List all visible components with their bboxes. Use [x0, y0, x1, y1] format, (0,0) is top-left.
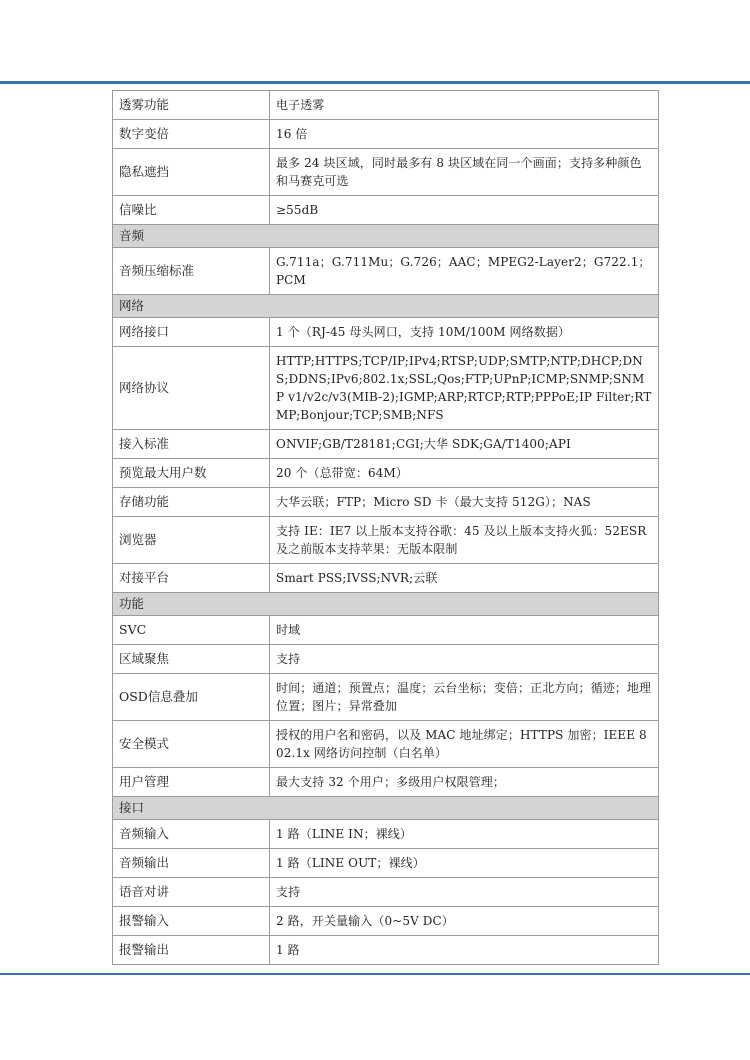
spec-value: 16 倍: [270, 120, 659, 149]
section-header-row: [113, 295, 659, 318]
spec-key: 网络协议: [113, 347, 270, 430]
table-row: [113, 430, 659, 459]
section-header-row: [113, 593, 659, 616]
spec-key: 透雾功能: [113, 91, 270, 120]
spec-value: 支持: [270, 878, 659, 907]
spec-value: 1 路: [270, 936, 659, 965]
spec-value: 2 路，开关量输入（0~5V DC）: [270, 907, 659, 936]
spec-value: 1 个（RJ-45 母头网口，支持 10M/100M 网络数据）: [270, 318, 659, 347]
table-row: [113, 768, 659, 797]
table-row: [113, 564, 659, 593]
spec-key: 网络接口: [113, 318, 270, 347]
spec-value: 支持: [270, 645, 659, 674]
spec-value: 时域: [270, 616, 659, 645]
spec-value: G.711a；G.711Mu；G.726；AAC；MPEG2-Layer2；G722.1；PCM: [270, 248, 659, 295]
spec-key: 用户管理: [113, 768, 270, 797]
spec-value: 最多 24 块区域，同时最多有 8 块区域在同一个画面；支持多种颜色和马赛克可选: [270, 149, 659, 196]
spec-key: 报警输出: [113, 936, 270, 965]
table-row: [113, 849, 659, 878]
table-row: [113, 149, 659, 196]
table-row: [113, 318, 659, 347]
table-row: [113, 488, 659, 517]
table-row: [113, 721, 659, 768]
spec-table: [112, 90, 659, 965]
spec-key: 信噪比: [113, 196, 270, 225]
spec-value: 支持 IE：IE7 以上版本支持谷歌：45 及以上版本支持火狐：52ESR 及之前版本支持苹果：无版本限制: [270, 517, 659, 564]
table-row: [113, 91, 659, 120]
spec-key: 安全模式: [113, 721, 270, 768]
spec-value: ≥55dB: [270, 196, 659, 225]
table-row: [113, 196, 659, 225]
spec-key: SVC: [113, 616, 270, 645]
table-row: [113, 517, 659, 564]
footer-rule: [0, 973, 750, 975]
table-row: [113, 120, 659, 149]
section-title: 接口: [113, 797, 659, 820]
spec-key: 接入标准: [113, 430, 270, 459]
section-header-row: [113, 225, 659, 248]
spec-value: 最大支持 32 个用户；多级用户权限管理；: [270, 768, 659, 797]
table-row: [113, 936, 659, 965]
table-row: [113, 878, 659, 907]
spec-key: 语音对讲: [113, 878, 270, 907]
spec-value: 1 路（LINE IN；裸线）: [270, 820, 659, 849]
section-header-row: [113, 797, 659, 820]
section-title: 网络: [113, 295, 659, 318]
spec-value: 时间；通道；预置点；温度；云台坐标；变倍；正北方向；循迹；地理位置；图片；异常叠加: [270, 674, 659, 721]
section-title: 功能: [113, 593, 659, 616]
table-row: [113, 645, 659, 674]
spec-key: 对接平台: [113, 564, 270, 593]
spec-value: Smart PSS;IVSS;NVR;云联: [270, 564, 659, 593]
spec-key: 预览最大用户数: [113, 459, 270, 488]
spec-key: 存储功能: [113, 488, 270, 517]
spec-value: 1 路（LINE OUT；裸线）: [270, 849, 659, 878]
spec-key: 音频输出: [113, 849, 270, 878]
table-row: [113, 347, 659, 430]
spec-key: 浏览器: [113, 517, 270, 564]
spec-key: 音频输入: [113, 820, 270, 849]
spec-key: 区域聚焦: [113, 645, 270, 674]
spec-value: ONVIF;GB/T28181;CGI;大华 SDK;GA/T1400;API: [270, 430, 659, 459]
spec-key: OSD信息叠加: [113, 674, 270, 721]
section-title: 音频: [113, 225, 659, 248]
table-row: [113, 459, 659, 488]
spec-value: HTTP;HTTPS;TCP/IP;IPv4;RTSP;UDP;SMTP;NTP;DHCP;DNS;DDNS;IPv6;802.1x;SSL;Qos;FTP;UPnP;ICMP;SNMP;SNMP v1/v2c/v3(MIB-2);IGMP;ARP;RTCP;RTP;PPPoE;IP Filter;RTMP;Bonjour;TCP;SMB;NFS: [270, 347, 659, 430]
table-row: [113, 907, 659, 936]
spec-key: 数字变倍: [113, 120, 270, 149]
table-row: [113, 616, 659, 645]
spec-value: 授权的用户名和密码，以及 MAC 地址绑定；HTTPS 加密；IEEE 802.1x 网络访问控制（白名单）: [270, 721, 659, 768]
table-row: [113, 820, 659, 849]
spec-key: 报警输入: [113, 907, 270, 936]
table-row: [113, 674, 659, 721]
table-row: [113, 248, 659, 295]
spec-key: 隐私遮挡: [113, 149, 270, 196]
spec-key: 音频压缩标准: [113, 248, 270, 295]
spec-value: 20 个（总带宽：64M）: [270, 459, 659, 488]
spec-value: 大华云联；FTP；Micro SD 卡（最大支持 512G）；NAS: [270, 488, 659, 517]
spec-table-body: [113, 91, 659, 965]
spec-value: 电子透雾: [270, 91, 659, 120]
header-rule: [0, 81, 750, 84]
